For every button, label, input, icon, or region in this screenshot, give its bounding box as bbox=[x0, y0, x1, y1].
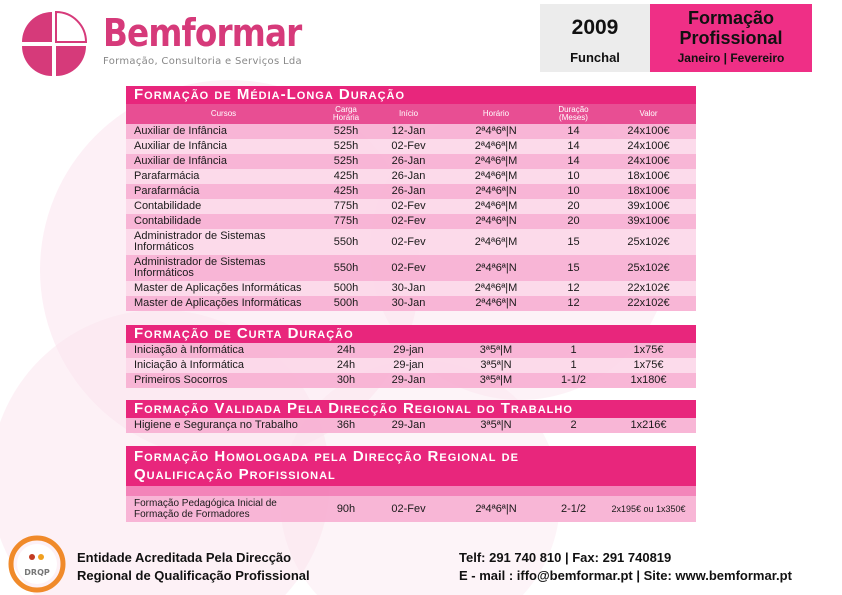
table-row bbox=[126, 124, 696, 139]
carga-horaria-cell: 525h bbox=[321, 139, 371, 154]
footer-left-line-2: Regional de Qualificação Profissional bbox=[77, 568, 310, 583]
duracao-cell: 10 bbox=[546, 184, 601, 199]
inicio-cell: 26-Jan bbox=[371, 184, 446, 199]
title-line-2: Profissional bbox=[679, 28, 783, 48]
course-name-cell: Primeiros Socorros bbox=[126, 373, 321, 388]
col-header-valor: Valor bbox=[601, 104, 696, 124]
table-header-row bbox=[126, 104, 696, 124]
horario-cell: 2ª4ª6ª|M bbox=[446, 199, 546, 214]
table-row bbox=[126, 199, 696, 214]
duracao-cell: 20 bbox=[546, 199, 601, 214]
year-label: 2009 bbox=[571, 16, 619, 39]
section-title: Formação de Curta Duração bbox=[126, 325, 696, 343]
section-title-line-1: Formação Homologada pela Direcção Regional de bbox=[134, 448, 519, 465]
inicio-cell: 02-Fev bbox=[371, 214, 446, 229]
course-name-cell: Auxiliar de Infância bbox=[126, 124, 321, 139]
valor-cell: 24x100€ bbox=[601, 139, 696, 154]
inicio-cell: 29-Jan bbox=[371, 418, 446, 433]
carga-horaria-cell: 425h bbox=[321, 169, 371, 184]
horario-cell: 2ª4ª6ª|M bbox=[446, 139, 546, 154]
inicio-cell: 26-Jan bbox=[371, 169, 446, 184]
valor-cell: 1x75€ bbox=[601, 358, 696, 373]
inicio-cell: 02-Fev bbox=[371, 139, 446, 154]
course-name-cell: Administrador de Sistemas Informáticos bbox=[126, 255, 321, 281]
inicio-cell: 02-Fev bbox=[371, 496, 446, 522]
course-name-cell: Master de Aplicações Informáticas bbox=[126, 296, 321, 311]
col-header-horario: Horário bbox=[446, 104, 546, 124]
carga-horaria-cell: 525h bbox=[321, 124, 371, 139]
courses-table bbox=[126, 418, 696, 433]
carga-horaria-cell: 90h bbox=[321, 496, 371, 522]
inicio-cell: 29-Jan bbox=[371, 373, 446, 388]
horario-cell: 3ª5ª|M bbox=[446, 343, 546, 358]
table-row bbox=[126, 343, 696, 358]
inicio-cell: 30-Jan bbox=[371, 296, 446, 311]
inicio-cell: 26-Jan bbox=[371, 154, 446, 169]
section-title-line-2: Qualificação Profissional bbox=[134, 466, 336, 483]
table-row bbox=[126, 418, 696, 433]
course-name-cell: Parafarmácia bbox=[126, 184, 321, 199]
course-name-cell: Contabilidade bbox=[126, 214, 321, 229]
course-name-cell: Auxiliar de Infância bbox=[126, 139, 321, 154]
horario-cell: 2ª4ª6ª|N bbox=[446, 184, 546, 199]
table-row bbox=[126, 281, 696, 296]
carga-horaria-cell: 24h bbox=[321, 343, 371, 358]
inicio-cell: 29-jan bbox=[371, 343, 446, 358]
valor-cell: 2x195€ ou 1x350€ bbox=[601, 496, 696, 522]
course-name-cell: Formação Pedagógica Inicial de Formação de Formadores bbox=[126, 496, 321, 522]
table-row bbox=[126, 139, 696, 154]
table-row bbox=[126, 169, 696, 184]
horario-cell: 2ª4ª6ª|N bbox=[446, 124, 546, 139]
horario-cell: 2ª4ª6ª|N bbox=[446, 296, 546, 311]
duracao-cell: 2-1/2 bbox=[546, 496, 601, 522]
course-name-cell: Iniciação à Informática bbox=[126, 343, 321, 358]
inicio-cell: 02-Fev bbox=[371, 199, 446, 214]
duracao-cell: 1-1/2 bbox=[546, 373, 601, 388]
table-row bbox=[126, 296, 696, 311]
valor-cell: 24x100€ bbox=[601, 124, 696, 139]
course-name-cell: Administrador de Sistemas Informáticos bbox=[126, 229, 321, 255]
footer-email-site: E - mail : iffo@bemformar.pt | Site: www.bemformar.pt bbox=[459, 568, 792, 583]
inicio-cell: 02-Fev bbox=[371, 229, 446, 255]
section-title: Formação de Média-Longa Duração bbox=[126, 86, 696, 104]
valor-cell: 24x100€ bbox=[601, 154, 696, 169]
col-header-duracao: Duração (Meses) bbox=[546, 104, 601, 124]
carga-horaria-cell: 550h bbox=[321, 229, 371, 255]
valor-cell: 1x75€ bbox=[601, 343, 696, 358]
drqp-accreditation-icon bbox=[8, 535, 66, 593]
col-header-cursos: Cursos bbox=[126, 104, 321, 124]
city-label: Funchal bbox=[570, 50, 620, 65]
footer-accreditation bbox=[77, 549, 310, 585]
duracao-cell: 12 bbox=[546, 281, 601, 296]
inicio-cell: 12-Jan bbox=[371, 124, 446, 139]
carga-horaria-cell: 775h bbox=[321, 214, 371, 229]
courses-table bbox=[126, 104, 696, 311]
horario-cell: 2ª4ª6ª|M bbox=[446, 229, 546, 255]
horario-cell: 3ª5ª|N bbox=[446, 358, 546, 373]
valor-cell: 18x100€ bbox=[601, 184, 696, 199]
courses-table bbox=[126, 343, 696, 388]
course-name-cell: Contabilidade bbox=[126, 199, 321, 214]
duracao-cell: 2 bbox=[546, 418, 601, 433]
course-name-cell: Iniciação à Informática bbox=[126, 358, 321, 373]
inicio-cell: 02-Fev bbox=[371, 255, 446, 281]
duracao-cell: 10 bbox=[546, 169, 601, 184]
duracao-cell: 14 bbox=[546, 154, 601, 169]
brand-name: Bemformar bbox=[103, 11, 302, 55]
carga-horaria-cell: 30h bbox=[321, 373, 371, 388]
carga-horaria-cell: 550h bbox=[321, 255, 371, 281]
duracao-cell: 14 bbox=[546, 139, 601, 154]
section-title bbox=[126, 446, 696, 486]
horario-cell: 2ª4ª6ª|M bbox=[446, 169, 546, 184]
table-row bbox=[126, 358, 696, 373]
table-row bbox=[126, 184, 696, 199]
carga-horaria-cell: 425h bbox=[321, 184, 371, 199]
title-line-1: Formação bbox=[687, 8, 775, 28]
table-row bbox=[126, 214, 696, 229]
course-name-cell: Higiene e Segurança no Trabalho bbox=[126, 418, 321, 433]
horario-cell: 2ª4ª6ª|M bbox=[446, 154, 546, 169]
carga-horaria-cell: 775h bbox=[321, 199, 371, 214]
valor-cell: 22x102€ bbox=[601, 296, 696, 311]
horario-cell: 3ª5ª|N bbox=[446, 418, 546, 433]
spacer-row bbox=[126, 486, 696, 496]
duracao-cell: 14 bbox=[546, 124, 601, 139]
valor-cell: 39x100€ bbox=[601, 199, 696, 214]
course-name-cell: Parafarmácia bbox=[126, 169, 321, 184]
course-name-cell: Master de Aplicações Informáticas bbox=[126, 281, 321, 296]
horario-cell: 2ª4ª6ª|N bbox=[446, 255, 546, 281]
duracao-cell: 15 bbox=[546, 255, 601, 281]
course-name-cell: Auxiliar de Infância bbox=[126, 154, 321, 169]
valor-cell: 39x100€ bbox=[601, 214, 696, 229]
carga-horaria-cell: 525h bbox=[321, 154, 371, 169]
spacer-cell bbox=[126, 486, 696, 496]
col-header-inicio: Início bbox=[371, 104, 446, 124]
inicio-cell: 29-jan bbox=[371, 358, 446, 373]
section-media-longa bbox=[126, 86, 696, 311]
carga-horaria-cell: 500h bbox=[321, 281, 371, 296]
valor-cell: 18x100€ bbox=[601, 169, 696, 184]
svg-text:DRQP: DRQP bbox=[24, 568, 50, 577]
footer-phone-fax: Telf: 291 740 810 | Fax: 291 740819 bbox=[459, 550, 672, 565]
title-box bbox=[650, 4, 812, 72]
months-label: Janeiro | Fevereiro bbox=[677, 51, 785, 65]
duracao-cell: 15 bbox=[546, 229, 601, 255]
col-header-carga: Carga Horária bbox=[321, 104, 371, 124]
section-title: Formação Validada Pela Direcção Regional do Trabalho bbox=[126, 400, 696, 418]
brand-block bbox=[103, 10, 334, 67]
valor-cell: 25x102€ bbox=[601, 255, 696, 281]
table-row bbox=[126, 154, 696, 169]
valor-cell: 1x216€ bbox=[601, 418, 696, 433]
carga-horaria-cell: 36h bbox=[321, 418, 371, 433]
courses-table bbox=[126, 486, 696, 522]
footer-left-line-1: Entidade Acreditada Pela Direcção bbox=[77, 550, 292, 565]
horario-cell: 2ª4ª6ª|M bbox=[446, 281, 546, 296]
carga-horaria-cell: 500h bbox=[321, 296, 371, 311]
brand-tagline: Formação, Consultoria e Serviços Lda bbox=[103, 56, 302, 67]
horario-cell: 3ª5ª|M bbox=[446, 373, 546, 388]
valor-cell: 25x102€ bbox=[601, 229, 696, 255]
year-box bbox=[540, 4, 650, 72]
carga-horaria-cell: 24h bbox=[321, 358, 371, 373]
section-validada bbox=[126, 400, 696, 433]
horario-cell: 2ª4ª6ª|N bbox=[446, 496, 546, 522]
footer-contacts bbox=[459, 549, 792, 585]
section-curta bbox=[126, 325, 696, 388]
valor-cell: 22x102€ bbox=[601, 281, 696, 296]
table-row bbox=[126, 229, 696, 255]
duracao-cell: 1 bbox=[546, 358, 601, 373]
inicio-cell: 30-Jan bbox=[371, 281, 446, 296]
duracao-cell: 1 bbox=[546, 343, 601, 358]
horario-cell: 2ª4ª6ª|N bbox=[446, 214, 546, 229]
duracao-cell: 12 bbox=[546, 296, 601, 311]
table-row bbox=[126, 373, 696, 388]
bemformar-logo-icon bbox=[18, 8, 90, 78]
section-homologada bbox=[126, 446, 696, 522]
table-row bbox=[126, 255, 696, 281]
valor-cell: 1x180€ bbox=[601, 373, 696, 388]
table-row bbox=[126, 496, 696, 522]
duracao-cell: 20 bbox=[546, 214, 601, 229]
